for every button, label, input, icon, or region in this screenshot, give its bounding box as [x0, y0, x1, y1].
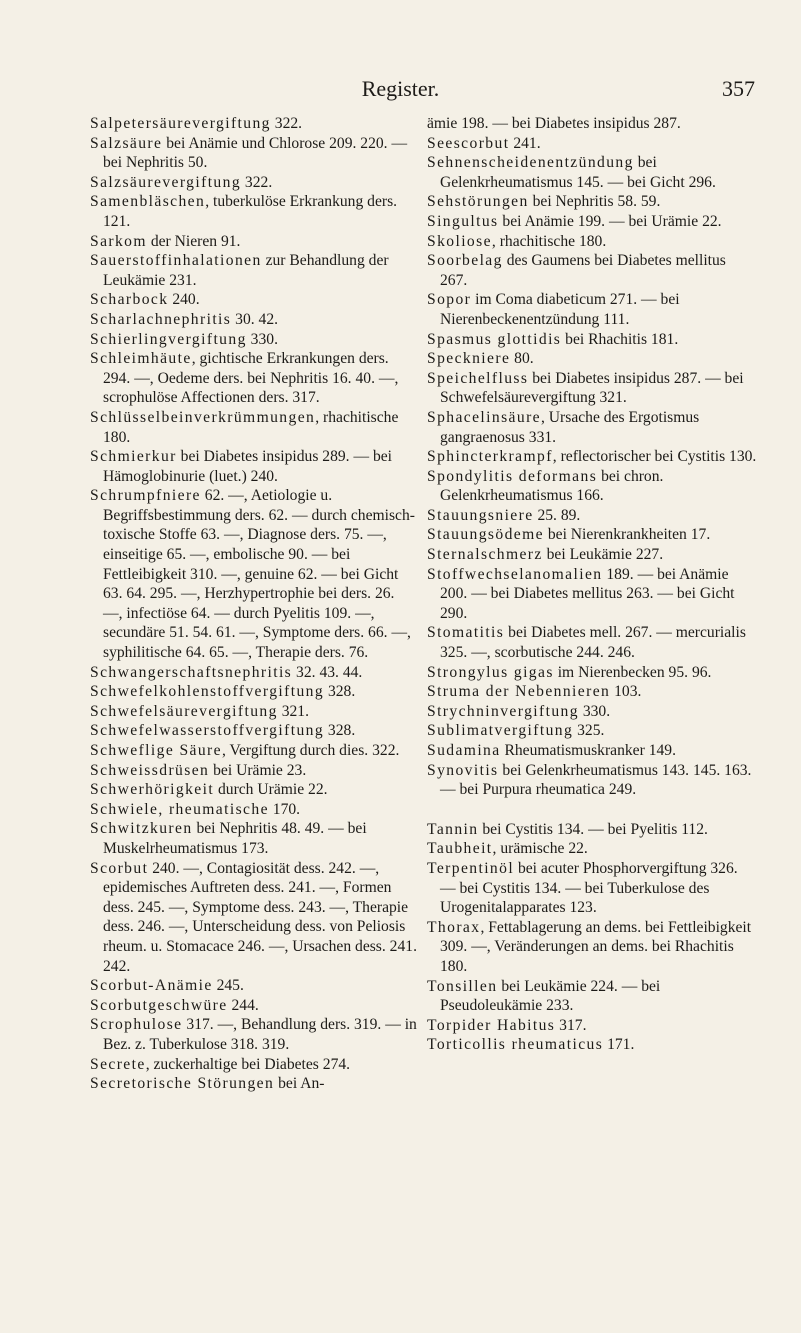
entry-references: bei Diabetes mell. 267. — mercurialis 325. —, scorbutische 244. 246. [440, 624, 746, 662]
page-title: Register. [361, 76, 440, 101]
index-entry [427, 369, 757, 408]
entry-references: bei An- [274, 1075, 325, 1093]
index-entry [90, 721, 417, 741]
entry-references: , reflectorischer bei Cystitis 130. [552, 448, 757, 466]
entry-references: 80. [510, 350, 534, 368]
entry-headword: Seescorbut [427, 134, 510, 152]
index-entry [427, 1016, 757, 1036]
entry-references: , Vergiftung durch dies. 322. [221, 742, 400, 759]
entry-references: 328. [324, 683, 356, 701]
entry-headword: Sphacelinsäure [427, 408, 541, 426]
entry-headword: Strongylus gigas [427, 663, 554, 681]
entry-headword: Schmierkur [90, 448, 177, 466]
index-entry [90, 330, 417, 350]
entry-headword: Sphincterkrampf [427, 448, 553, 466]
index-entry [427, 290, 757, 329]
entry-references: bei Gelenkrheumatismus 143. 145. 163. — bei Purpura rheumatica 249. [440, 761, 752, 799]
entry-references: 325. [573, 722, 605, 740]
left-column [90, 114, 417, 1094]
entry-references: im Coma diabeticum 271. — bei Nierenbeckenentzündung 111. [440, 291, 680, 328]
index-entry [90, 408, 417, 447]
index-entry [90, 1055, 417, 1075]
entry-headword: Sublimatvergiftung [427, 722, 574, 740]
entry-references: 328. [324, 722, 356, 740]
entry-references: bei Anämie und Chlorose 209. 220. — bei Nephritis 50. [103, 134, 408, 172]
entry-headword: Scharlachnephritis [90, 310, 232, 328]
entry-references: bei Cystitis 134. — bei Pyelitis 112. [478, 820, 708, 838]
entry-headword: Sudamina [427, 742, 501, 759]
entry-references: 244. [227, 996, 259, 1014]
index-entry [427, 682, 757, 702]
right-column [427, 114, 757, 1055]
entry-references: , urämische 22. [492, 840, 588, 858]
entry-headword: Scharbock [90, 291, 169, 309]
index-entry [90, 780, 417, 800]
index-entry [90, 1015, 417, 1054]
index-entry [427, 702, 757, 722]
entry-references: 103. [610, 683, 642, 701]
entry-references: zur Behandlung der Leukämie 231. [103, 252, 389, 289]
index-entry [90, 702, 417, 722]
entry-headword: Salpetersäurevergiftung [90, 115, 271, 132]
index-entry [427, 623, 757, 662]
index-entry [90, 859, 417, 977]
index-entry [427, 153, 757, 192]
entry-headword: Singultus [427, 212, 499, 230]
index-entry [427, 232, 757, 252]
entry-references: 62. —, Aetiologie u. Begriffsbestimmung ders. 62. — durch chemisch-toxische Stoffe 63. —, Diagnose ders. 75. —, einseitige 65. —, embolische 90. — bei Fettleibigkeit 310. —, genuine 62. — bei Gicht 63. 64. 295. —, Herzhypertrophie bei ders. 26. —, infectiöse 64. — durch Pyelitis 109. —, secundäre 51. 54. 61. —, Symptome ders. 66. —, syphilitische 64. 65. —, Therapie ders. 76. [103, 487, 415, 662]
index-entry [427, 820, 757, 840]
entry-headword: Schlüsselbeinverkrümmungen [90, 408, 316, 426]
index-entry [90, 447, 417, 486]
entry-headword: Spasmus glottidis [427, 330, 562, 348]
entry-references: bei Gelenkrheumatismus 145. — bei Gicht 296. [440, 154, 716, 191]
index-entry [90, 1074, 417, 1094]
entry-headword: Sehstörungen [427, 193, 529, 211]
entry-references: bei Nephritis 58. 59. [528, 193, 661, 211]
index-entry [90, 290, 417, 310]
entry-references: , zuckerhaltige bei Diabetes 274. [145, 1055, 351, 1073]
index-entry [90, 682, 417, 702]
entry-references: der Nieren 91. [146, 232, 241, 250]
entry-references: 317. [555, 1016, 587, 1034]
index-entry [427, 349, 757, 369]
index-entry [90, 996, 417, 1016]
entry-references: , tuberkulöse Erkrankung ders. 121. [103, 193, 398, 230]
entry-references: , rhachitische 180. [103, 408, 399, 446]
entry-headword: Scorbut-Anämie [90, 977, 213, 995]
entry-references: im Nierenbecken 95. 96. [553, 663, 712, 681]
index-entry [427, 1035, 757, 1055]
entry-headword: Struma der Nebennieren [427, 683, 611, 701]
index-entry [427, 251, 757, 290]
entry-references: bei acuter Phosphorvergiftung 326. — bei Cystitis 134. — bei Tuberkulose des Urogenitalapparates 123. [440, 859, 738, 917]
page-number: 357 [722, 76, 755, 101]
index-entry [427, 565, 757, 624]
index-entry [90, 349, 417, 408]
entry-headword: Strychninvergiftung [427, 702, 579, 720]
entry-headword: Schwangerschaftsnephritis [90, 663, 293, 681]
entry-references: , gichtische Erkrankungen ders. 294. —, Oedeme ders. bei Nephritis 16. 40. —, scrophulöse Affectionen ders. 317. [103, 350, 399, 407]
index-entry [427, 741, 757, 761]
entry-headword: Tonsillen [427, 977, 498, 995]
entry-references: 189. — bei Anämie 200. — bei Diabetes mellitus 263. — bei Gicht 290. [440, 565, 735, 622]
entry-headword: Schleimhäute [90, 350, 192, 368]
entry-headword: Torpider Habitus [427, 1016, 556, 1034]
entry-headword: Schweflige Säure [90, 742, 222, 759]
entry-references: 32. 43. 44. [292, 663, 363, 681]
index-entry [90, 761, 417, 781]
entry-headword: Sehnenscheidenentzündung [427, 154, 634, 172]
entry-references: bei Anämie 199. — bei Urämie 22. [498, 212, 722, 230]
index-entry [90, 741, 417, 761]
entry-references: 25. 89. [533, 506, 581, 524]
index-entry [427, 447, 757, 467]
entry-references: 322. [270, 115, 303, 132]
index-entry [90, 486, 417, 662]
entry-references: durch Urämie 22. [214, 781, 328, 799]
index-entry [427, 721, 757, 741]
page-header [0, 70, 801, 110]
entry-headword: Sopor [427, 291, 472, 309]
entry-headword: Thorax [427, 918, 481, 936]
entry-headword: Secrete [90, 1055, 146, 1073]
entry-headword: Sarkom [90, 232, 147, 250]
entry-references: 317. —, Behandlung ders. 319. — in Bez. z. Tuberkulose 318. 319. [103, 1016, 417, 1053]
entry-references: bei Urämie 23. [209, 761, 307, 779]
index-entry [427, 977, 757, 1016]
entry-headword: Taubheit [427, 840, 493, 858]
entry-headword: Schwerhörigkeit [90, 781, 215, 799]
entry-references: des Gaumens bei Diabetes mellitus 267. [440, 252, 726, 289]
index-entry [427, 525, 757, 545]
entry-headword: Salzsäure [90, 134, 163, 152]
index-entry [427, 192, 757, 212]
entry-references: 240. [168, 291, 200, 309]
entry-references: 330. [578, 702, 611, 720]
entry-headword: Sauerstoffinhalationen [90, 252, 262, 270]
entry-headword: Skoliose [427, 232, 492, 250]
entry-headword: Terpentinöl [427, 859, 515, 877]
entry-headword: Tannin [427, 820, 479, 838]
index-entry [90, 134, 417, 173]
index-entry [90, 114, 417, 134]
entry-headword: Sternalschmerz [427, 546, 543, 564]
index-entry [427, 918, 757, 977]
entry-references: 240. —, Contagiosität dess. 242. —, epidemisches Auftreten dess. 241. —, Formen dess. 245. —, Symptome dess. 243. —, Therapie dess. 246. —, Unterscheidung dess. von Peliosis rheum. u. Stomacace 246. —, Ursachen dess. 241. 242. [103, 859, 417, 975]
index-entry [90, 192, 417, 231]
entry-references: bei Nierenkrankheiten 17. [543, 526, 711, 544]
index-entry [90, 310, 417, 330]
entry-headword: Torticollis rheumaticus [427, 1036, 604, 1054]
entry-references: bei Diabetes insipidus 289. — bei Hämoglobinurie (luet.) 240. [103, 448, 393, 485]
entry-headword: Scrophulose [90, 1016, 183, 1034]
entry-headword: Stoffwechselanomalien [427, 565, 603, 583]
entry-headword: Schweissdrüsen [90, 761, 210, 779]
entry-references: 170. [268, 800, 301, 818]
entry-headword: Soorbelag [427, 252, 503, 270]
index-entry [90, 663, 417, 683]
index-entry [90, 173, 417, 193]
entry-references: 321. [277, 702, 309, 720]
entry-headword: Synovitis [427, 761, 499, 779]
entry-references: , Fettablagerung an dems. bei Fettleibigkeit 309. —, Veränderungen an dems. bei Rhachitis 180. [440, 918, 752, 975]
index-entry [90, 251, 417, 290]
index-entry [90, 800, 417, 820]
entry-references: bei Rhachitis 181. [561, 330, 679, 348]
entry-headword: Schwefelwasserstoffvergiftung [90, 722, 325, 740]
index-entry [90, 819, 417, 858]
entry-references: 330. [246, 330, 278, 348]
entry-headword: Spondylitis deformans [427, 467, 598, 485]
entry-references: 241. [509, 134, 541, 152]
entry-headword: Stomatitis [427, 624, 505, 642]
index-entry [427, 545, 757, 565]
index-entry [427, 663, 757, 683]
index-entry [427, 506, 757, 526]
entry-references: bei Diabetes insipidus 287. — bei Schwefelsäurevergiftung 321. [440, 369, 744, 407]
index-entry [90, 232, 417, 252]
entry-headword: Salzsäurevergiftung [90, 173, 242, 191]
entry-references: bei Leukämie 227. [542, 546, 664, 564]
index-entry [427, 330, 757, 350]
index-entry [427, 212, 757, 232]
entry-references: 245. [212, 977, 244, 995]
index-entry [427, 839, 757, 859]
entry-headword: Schwitzkuren [90, 820, 193, 838]
entry-references: 322. [241, 173, 273, 191]
entry-references: , Ursache des Ergotismus gangraenosus 331. [440, 408, 700, 446]
entry-headword: Stauungsödeme [427, 526, 544, 544]
entry-references: bei Leukämie 224. — bei Pseudoleukämie 233. [440, 977, 661, 1015]
entry-headword: Speckniere [427, 350, 511, 368]
entry-references: 30. 42. [231, 310, 279, 328]
entry-references: bei chron. Gelenkrheumatismus 166. [440, 467, 664, 505]
entry-headword: Schwiele, rheumatische [90, 800, 269, 818]
entry-headword: Schierlingvergiftung [90, 330, 247, 348]
index-entry [90, 976, 417, 996]
entry-headword: Schrumpfniere [90, 487, 201, 505]
entry-headword: Schwefelkohlenstoffvergiftung [90, 683, 325, 701]
index-entry [427, 408, 757, 447]
index-entry [427, 467, 757, 506]
entry-headword: Scorbutgeschwüre [90, 996, 228, 1014]
index-entry [427, 114, 757, 134]
entry-references: bei Nephritis 48. 49. — bei Muskelrheumatismus 173. [103, 820, 367, 857]
entry-headword: Scorbut [90, 859, 149, 877]
entry-headword: Schwefelsäurevergiftung [90, 702, 278, 720]
entry-references: ämie 198. — bei Diabetes insipidus 287. [427, 115, 681, 132]
entry-headword: Stauungsniere [427, 506, 534, 524]
index-entry [427, 859, 757, 918]
index-entry [427, 761, 757, 800]
entry-headword: Samenbläschen [90, 193, 206, 211]
entry-headword: Speichelfluss [427, 369, 529, 387]
entry-references: 171. [603, 1036, 635, 1054]
entry-references: Rheumatismuskranker 149. [500, 742, 676, 759]
entry-headword: Secretorische Störungen [90, 1075, 275, 1093]
index-entry [427, 134, 757, 154]
entry-references: , rhachitische 180. [491, 232, 607, 250]
